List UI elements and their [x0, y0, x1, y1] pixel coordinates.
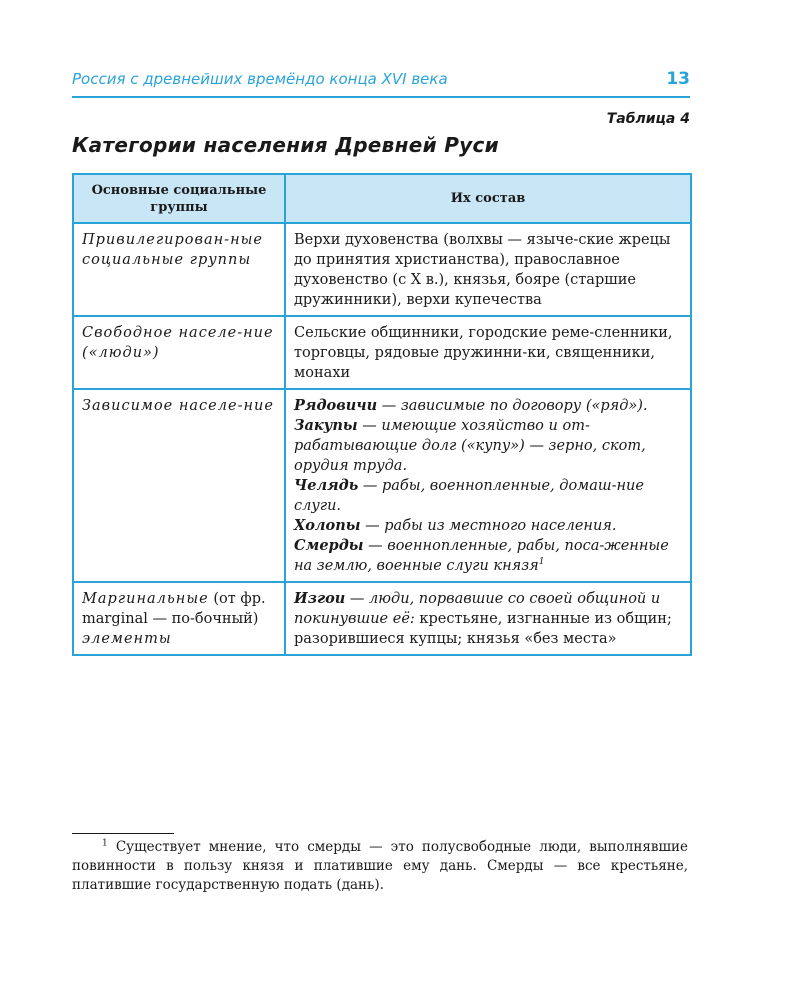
entry-kholopy [294, 516, 682, 536]
group-cell: Привилегирован-ные социальные группы [73, 223, 285, 316]
table-row [73, 223, 691, 316]
entry-term: Челядь [294, 477, 359, 494]
composition-cell [285, 389, 691, 582]
footnote-mark: 1 [538, 557, 545, 568]
group-cell [73, 582, 285, 655]
entry-text: — зависимые по договору («ряд»). [377, 398, 648, 414]
table-row [73, 389, 691, 582]
entry-text: — военнопленные, рабы, поса-женные на землю, военные слуги князя [294, 538, 669, 574]
composition-cell [285, 582, 691, 655]
entry-text: — рабы из местного населения. [360, 518, 617, 534]
entry-chelyad [294, 476, 682, 516]
composition-cell: Верхи духовенства (волхвы — языче-ские жрецы до принятия христианства), православное духовенство (с X в.), князья, бояре (старшие дружинники), верхи купечества [285, 223, 691, 316]
table-row [73, 316, 691, 389]
running-title: Россия с древнейших времёндо конца XVI века [72, 70, 448, 88]
entry-term: Закупы [294, 417, 358, 434]
running-header [72, 68, 690, 98]
population-table [72, 173, 692, 656]
group-cell: Свободное населе-ние («люди») [73, 316, 285, 389]
entry-zakupy [294, 416, 682, 476]
table-row [73, 582, 691, 655]
entry-term: Смерды [294, 537, 364, 554]
footnote-mark: 1 [102, 838, 108, 849]
table-label: Таблица 4 [606, 111, 690, 127]
group-part: Маргинальные [82, 591, 209, 607]
footnote-text: Существует мнение, что смерды — это полусвободные люди, выполнявшие повинности в пользу князя и платившие ему дань. Смерды — все крестьяне, платившие государственную подать (дань). [72, 839, 688, 893]
entry-ryadovichi [294, 396, 682, 416]
table-header-row [73, 174, 691, 223]
entry-term: Рядовичи [294, 397, 378, 414]
column-header-composition: Их состав [285, 174, 691, 223]
group-cell: Зависимое населе-ние [73, 389, 285, 582]
footnote [72, 838, 688, 895]
footnote-divider [72, 833, 174, 834]
entry-plain-text: крестьяне, изгнанные из общин; разорившиеся купцы; князья «без места» [294, 611, 672, 647]
entry-text: — имеющие хозяйство и от-рабатывающие долг («купу») — зерно, скот, орудия труда. [294, 418, 646, 474]
entry-term: Холопы [294, 517, 361, 534]
group-part: (от фр. marginal — по-бочный) [82, 591, 266, 627]
entry-text: — рабы, военнопленные, домаш-ние слуги. [294, 478, 644, 514]
column-header-groups: Основные социальные группы [73, 174, 285, 223]
group-part: элементы [82, 631, 172, 647]
composition-cell: Сельские общинники, городские реме-сленники, торговцы, рядовые дружинни-ки, священники, монахи [285, 316, 691, 389]
entry-term: Изгои [294, 590, 346, 607]
entry-italic-text: — люди, порвавшие со своей общиной и покинувшие её: [294, 591, 661, 627]
entry-smerdy [294, 536, 682, 576]
page-title: Категории населения Древней Руси [72, 133, 499, 157]
page-number: 13 [666, 69, 690, 89]
